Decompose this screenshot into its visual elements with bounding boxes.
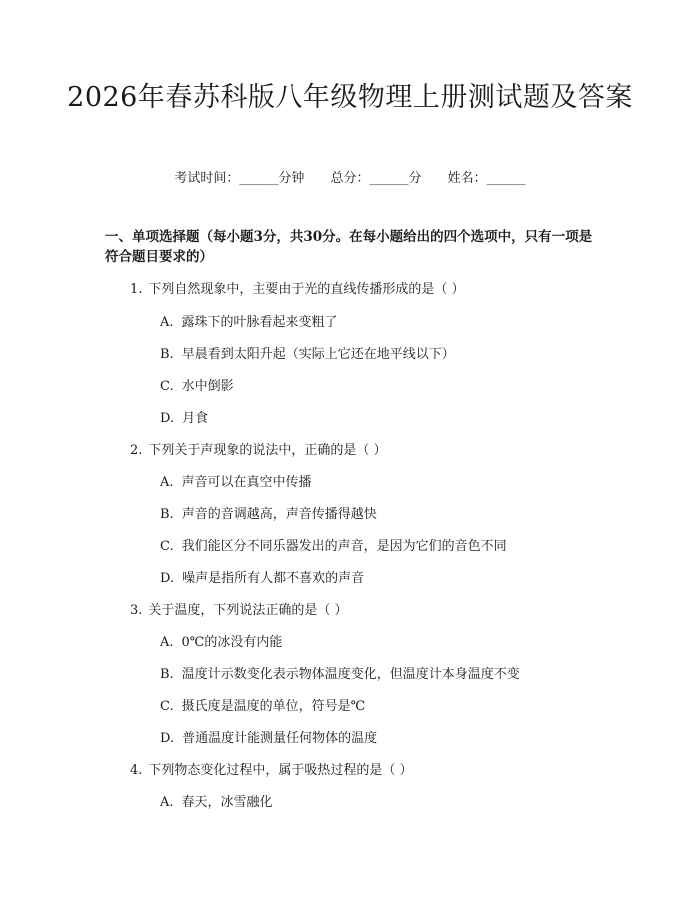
section-heading: 一、单项选择题（每小题3分，共30分。在每小题给出的四个选项中，只有一项是符合题目要求的） — [105, 229, 593, 265]
option-key: C. — [160, 539, 174, 554]
option-2b — [160, 506, 377, 524]
option-text: 我们能区分不同乐器发出的声音，是因为它们的音色不同 — [181, 539, 507, 554]
student-name-field: 姓名：______ — [447, 171, 526, 186]
option-text: 0℃的冰没有内能 — [181, 635, 283, 650]
option-3c — [160, 698, 365, 716]
question-4 — [130, 762, 413, 780]
option-1a — [160, 314, 338, 332]
question-text: 下列关于声现象的说法中，正确的是（ ） — [148, 443, 387, 458]
option-key: A. — [160, 315, 174, 330]
option-text: 普通温度计能测量任何物体的温度 — [182, 731, 378, 746]
option-3b — [160, 666, 520, 684]
option-2c — [160, 538, 507, 556]
option-4a — [160, 794, 273, 812]
question-1 — [130, 281, 465, 299]
option-text: 摄氏度是温度的单位，符号是℃ — [181, 699, 366, 714]
option-text: 噪声是指所有人都不喜欢的声音 — [182, 571, 365, 586]
question-number: 3. — [130, 603, 143, 618]
option-key: B. — [160, 507, 174, 522]
option-text: 水中倒影 — [181, 379, 234, 394]
question-number: 2. — [130, 443, 143, 458]
option-2d — [160, 570, 364, 588]
option-1c — [160, 378, 234, 396]
option-text: 声音的音调越高，声音传播得越快 — [181, 507, 377, 522]
question-text: 下列自然现象中，主要由于光的直线传播形成的是（ ） — [148, 282, 465, 297]
option-3a — [160, 634, 282, 652]
question-text: 下列物态变化过程中，属于吸热过程的是（ ） — [148, 763, 413, 778]
question-3 — [130, 602, 348, 620]
option-text: 春天，冰雪融化 — [181, 795, 273, 810]
option-1d — [160, 410, 208, 428]
option-key: D. — [160, 571, 175, 586]
option-key: A. — [160, 635, 174, 650]
option-text: 温度计示数变化表示物体温度变化，但温度计本身温度不变 — [181, 667, 520, 682]
option-key: C. — [160, 699, 174, 714]
option-1b — [160, 346, 455, 364]
option-key: D. — [160, 731, 175, 746]
total-score-field: 总分：______分 — [330, 171, 422, 186]
option-text: 声音可以在真空中传播 — [181, 475, 312, 490]
option-3d — [160, 730, 377, 748]
option-key: C. — [160, 379, 174, 394]
question-2 — [130, 442, 387, 460]
option-key: B. — [160, 347, 174, 362]
document-title: 2026年春苏科版八年级物理上册测试题及答案 — [67, 82, 633, 113]
question-number: 4. — [130, 763, 143, 778]
option-key: B. — [160, 667, 174, 682]
exam-info-line — [0, 170, 700, 188]
exam-time-field: 考试时间：______分钟 — [174, 171, 305, 186]
option-text: 露珠下的叶脉看起来变粗了 — [181, 315, 338, 330]
option-key: D. — [160, 411, 175, 426]
option-2a — [160, 474, 312, 492]
option-text: 月食 — [182, 411, 209, 426]
question-number: 1. — [130, 282, 143, 297]
question-text: 关于温度，下列说法正确的是（ ） — [148, 603, 348, 618]
option-key: A. — [160, 795, 174, 810]
option-key: A. — [160, 475, 174, 490]
option-text: 早晨看到太阳升起（实际上它还在地平线以下） — [181, 347, 455, 362]
